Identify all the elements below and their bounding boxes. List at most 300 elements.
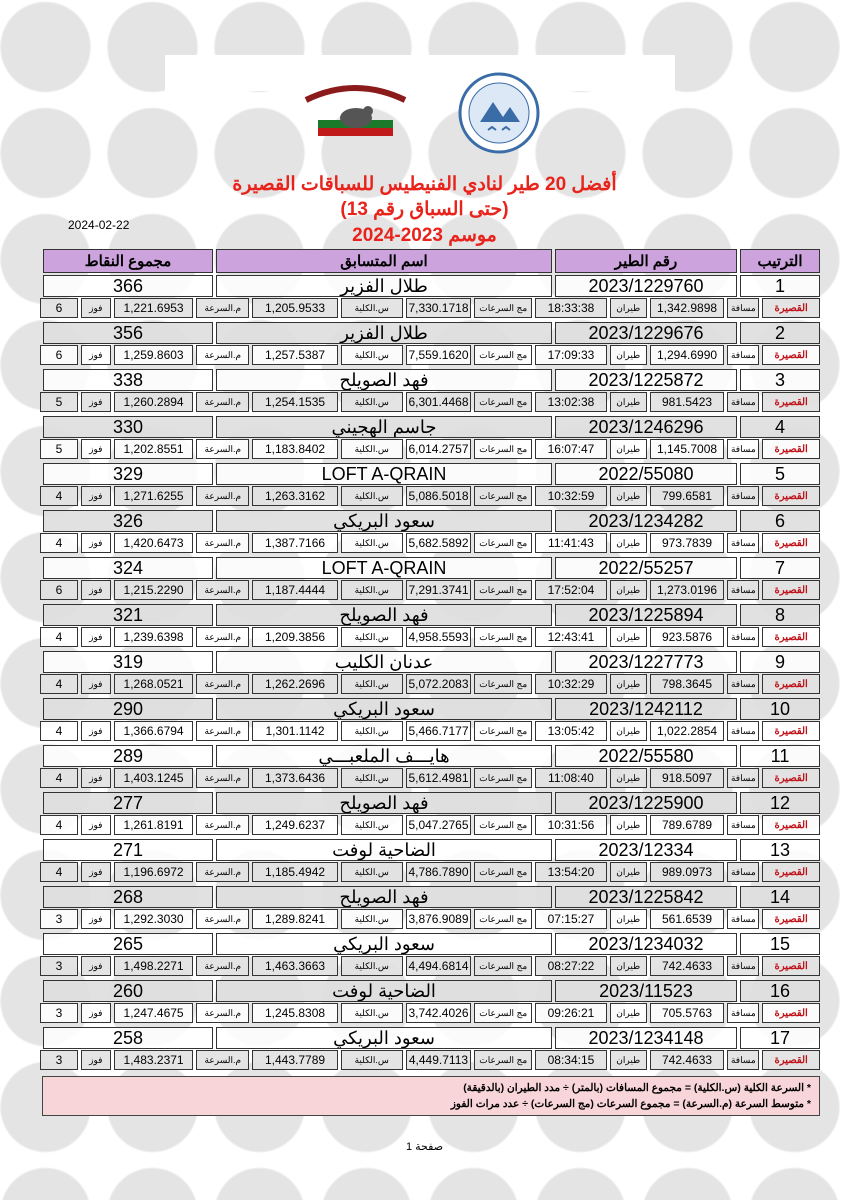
cell-speed_sum: 5,047.2765 [406,815,472,835]
cell-total_speed: 1,209.3856 [252,627,338,647]
cell-total_speed: 1,183.8402 [252,439,338,459]
cell-ring: 2023/11523 [555,980,737,1002]
cell-wins: 3 [40,909,78,929]
cell-rank: 15 [740,933,820,955]
cell-points: 319 [43,651,213,673]
cell-avg_speed: 1,261.8191 [114,815,194,835]
label-speed_sum: مج السرعات [474,768,532,788]
label-wins: فوز [81,345,111,365]
table-header [40,249,820,273]
label-distance: مسافة [727,862,759,882]
detail-row [40,627,820,647]
label-flight: طيران [610,768,647,788]
label-avg_speed: م.السرعة [196,392,249,412]
label-flight: طيران [610,674,647,694]
cell-distance: 799.6581 [650,486,725,506]
label-wins: فوز [81,1050,111,1070]
cell-points: 290 [43,698,213,720]
footer-note: * متوسط السرعة (م.السرعة) = مجموع السرعات (مج السرعات) ÷ عدد مرات الفوز [450,1098,811,1110]
cell-ring: 2023/1229760 [555,275,737,297]
label-distance: مسافة [727,768,759,788]
cell-wins: 4 [40,674,78,694]
page-number: صفحة 1 [405,1141,444,1153]
label-distance: مسافة [727,392,759,412]
label-race: القصيرة [762,721,820,741]
cell-speed_sum: 7,330.1718 [406,298,472,318]
label-speed_sum: مج السرعات [474,533,532,553]
table-row [40,886,820,908]
label-race: القصيرة [762,862,820,882]
cell-wins: 5 [40,439,78,459]
label-distance: مسافة [727,345,759,365]
label-total_speed: س.الكلية [341,815,403,835]
cell-speed_sum: 3,742.4026 [406,1003,472,1023]
cell-name: LOFT A-QRAIN [216,557,552,579]
cell-distance: 989.0973 [650,862,725,882]
label-total_speed: س.الكلية [341,298,403,318]
label-avg_speed: م.السرعة [196,345,249,365]
cell-total_speed: 1,245.8308 [252,1003,338,1023]
ranking-table [40,249,820,1074]
cell-avg_speed: 1,215.2290 [114,580,194,600]
label-speed_sum: مج السرعات [474,862,532,882]
table-row [40,463,820,485]
cell-flight: 10:32:29 [535,674,607,694]
cell-distance: 1,294.6990 [650,345,725,365]
header-points: مجموع النقاط [43,249,213,273]
cell-ring: 2023/1234282 [555,510,737,532]
cell-distance: 742.4633 [650,1050,725,1070]
label-race: القصيرة [762,627,820,647]
cell-points: 277 [43,792,213,814]
cell-name: هايـــف الملعبـــي [216,745,552,767]
cell-flight: 18:33:38 [535,298,607,318]
label-avg_speed: م.السرعة [196,721,249,741]
cell-speed_sum: 3,876.9089 [406,909,472,929]
cell-points: 330 [43,416,213,438]
cell-speed_sum: 5,682.5892 [406,533,472,553]
label-wins: فوز [81,486,111,506]
cell-rank: 6 [740,510,820,532]
label-distance: مسافة [727,298,759,318]
cell-speed_sum: 7,559.1620 [406,345,472,365]
cell-speed_sum: 7,291.3741 [406,580,472,600]
detail-row [40,298,820,318]
cell-flight: 13:54:20 [535,862,607,882]
cell-rank: 3 [740,369,820,391]
label-wins: فوز [81,674,111,694]
cell-points: 366 [43,275,213,297]
cell-ring: 2023/1225872 [555,369,737,391]
cell-points: 321 [43,604,213,626]
cell-distance: 918.5097 [650,768,725,788]
detail-row [40,956,820,976]
cell-rank: 14 [740,886,820,908]
cell-ring: 2023/1225842 [555,886,737,908]
label-wins: فوز [81,439,111,459]
table-row [40,839,820,861]
label-wins: فوز [81,298,111,318]
cell-total_speed: 1,443.7789 [252,1050,338,1070]
label-total_speed: س.الكلية [341,486,403,506]
cell-avg_speed: 1,239.6398 [114,627,194,647]
label-total_speed: س.الكلية [341,956,403,976]
label-race: القصيرة [762,1050,820,1070]
label-flight: طيران [610,298,647,318]
cell-rank: 10 [740,698,820,720]
label-flight: طيران [610,909,647,929]
cell-points: 268 [43,886,213,908]
cell-flight: 17:09:33 [535,345,607,365]
cell-distance: 1,022.2854 [650,721,725,741]
header-name: اسم المتسابق [216,249,552,273]
cell-points: 271 [43,839,213,861]
label-race: القصيرة [762,486,820,506]
label-distance: مسافة [727,909,759,929]
cell-name: طلال الفزير [216,275,552,297]
label-wins: فوز [81,956,111,976]
detail-row [40,533,820,553]
cell-wins: 6 [40,580,78,600]
label-speed_sum: مج السرعات [474,815,532,835]
label-total_speed: س.الكلية [341,1003,403,1023]
label-speed_sum: مج السرعات [474,1003,532,1023]
report-title: أفضل 20 طير لنادي الفنيطيس للسباقات القصيرة [232,174,617,195]
label-speed_sum: مج السرعات [474,721,532,741]
cell-wins: 4 [40,862,78,882]
cell-total_speed: 1,257.5387 [252,345,338,365]
cell-avg_speed: 1,366.6794 [114,721,194,741]
report-subtitle: (حتى السباق رقم 13) [340,199,509,220]
label-wins: فوز [81,392,111,412]
cell-wins: 3 [40,1003,78,1023]
cell-speed_sum: 5,086.5018 [406,486,472,506]
label-avg_speed: م.السرعة [196,674,249,694]
cell-total_speed: 1,185.4942 [252,862,338,882]
cell-distance: 923.5876 [650,627,725,647]
cell-rank: 13 [740,839,820,861]
label-distance: مسافة [727,956,759,976]
label-speed_sum: مج السرعات [474,345,532,365]
label-flight: طيران [610,345,647,365]
detail-row [40,580,820,600]
label-flight: طيران [610,1003,647,1023]
detail-row [40,345,820,365]
label-distance: مسافة [727,486,759,506]
cell-points: 265 [43,933,213,955]
label-avg_speed: م.السرعة [196,815,249,835]
cell-avg_speed: 1,483.2371 [114,1050,194,1070]
label-total_speed: س.الكلية [341,909,403,929]
cell-rank: 16 [740,980,820,1002]
label-speed_sum: مج السرعات [474,1050,532,1070]
label-total_speed: س.الكلية [341,1050,403,1070]
label-flight: طيران [610,439,647,459]
label-speed_sum: مج السرعات [474,909,532,929]
cell-distance: 973.7839 [650,533,725,553]
label-race: القصيرة [762,768,820,788]
label-distance: مسافة [727,627,759,647]
kuwait-club-logo [298,78,413,150]
label-race: القصيرة [762,956,820,976]
cell-rank: 17 [740,1027,820,1049]
label-race: القصيرة [762,533,820,553]
cell-name: فهد الصويلح [216,369,552,391]
label-total_speed: س.الكلية [341,862,403,882]
cell-flight: 11:41:43 [535,533,607,553]
cell-flight: 16:07:47 [535,439,607,459]
label-speed_sum: مج السرعات [474,627,532,647]
table-body [40,275,820,1070]
detail-row [40,439,820,459]
header-rank: الترتيب [740,249,820,273]
cell-ring: 2022/55080 [555,463,737,485]
cell-wins: 6 [40,298,78,318]
label-total_speed: س.الكلية [341,533,403,553]
table-row [40,792,820,814]
label-race: القصيرة [762,345,820,365]
label-speed_sum: مج السرعات [474,674,532,694]
label-total_speed: س.الكلية [341,580,403,600]
label-race: القصيرة [762,674,820,694]
label-total_speed: س.الكلية [341,439,403,459]
cell-speed_sum: 4,449.7113 [406,1050,472,1070]
cell-avg_speed: 1,259.8603 [114,345,194,365]
table-row [40,275,820,297]
cell-flight: 09:26:21 [535,1003,607,1023]
cell-distance: 981.5423 [650,392,725,412]
label-avg_speed: م.السرعة [196,298,249,318]
label-wins: فوز [81,627,111,647]
report-date: 2024-02-22 [68,218,130,232]
cell-name: سعود البريكي [216,698,552,720]
cell-avg_speed: 1,271.6255 [114,486,194,506]
cell-speed_sum: 5,466.7177 [406,721,472,741]
cell-wins: 4 [40,815,78,835]
cell-name: فهد الصويلح [216,886,552,908]
cell-name: عدنان الكليب [216,651,552,673]
table-row [40,980,820,1002]
cell-speed_sum: 6,301.4468 [406,392,472,412]
label-wins: فوز [81,862,111,882]
cell-name: جاسم الهجيني [216,416,552,438]
label-speed_sum: مج السرعات [474,392,532,412]
cell-ring: 2023/1242112 [555,698,737,720]
label-avg_speed: م.السرعة [196,580,249,600]
label-flight: طيران [610,862,647,882]
label-flight: طيران [610,533,647,553]
label-total_speed: س.الكلية [341,392,403,412]
cell-ring: 2023/1234148 [555,1027,737,1049]
cell-rank: 4 [740,416,820,438]
cell-points: 329 [43,463,213,485]
label-total_speed: س.الكلية [341,768,403,788]
label-flight: طيران [610,956,647,976]
label-speed_sum: مج السرعات [474,956,532,976]
cell-wins: 4 [40,721,78,741]
cell-points: 326 [43,510,213,532]
table-row [40,651,820,673]
cell-wins: 4 [40,627,78,647]
cell-name: الضاحية لوفت [216,839,552,861]
cell-points: 258 [43,1027,213,1049]
cell-distance: 705.5763 [650,1003,725,1023]
label-race: القصيرة [762,1003,820,1023]
cell-wins: 4 [40,533,78,553]
detail-row [40,768,820,788]
cell-flight: 07:15:27 [535,909,607,929]
cell-avg_speed: 1,202.8551 [114,439,194,459]
cell-ring: 2023/12334 [555,839,737,861]
cell-name: LOFT A-QRAIN [216,463,552,485]
cell-avg_speed: 1,420.6473 [114,533,194,553]
label-speed_sum: مج السرعات [474,486,532,506]
label-distance: مسافة [727,721,759,741]
cell-wins: 3 [40,956,78,976]
cell-wins: 4 [40,768,78,788]
table-row [40,604,820,626]
label-avg_speed: م.السرعة [196,862,249,882]
label-wins: فوز [81,580,111,600]
cell-avg_speed: 1,498.2271 [114,956,194,976]
detail-row [40,674,820,694]
cell-avg_speed: 1,196.6972 [114,862,194,882]
cell-points: 356 [43,322,213,344]
cell-name: سعود البريكي [216,933,552,955]
label-total_speed: س.الكلية [341,721,403,741]
cell-flight: 12:43:41 [535,627,607,647]
label-avg_speed: م.السرعة [196,909,249,929]
cell-total_speed: 1,263.3162 [252,486,338,506]
cell-ring: 2023/1227773 [555,651,737,673]
cell-distance: 798.3645 [650,674,725,694]
table-row [40,416,820,438]
label-race: القصيرة [762,815,820,835]
detail-row [40,815,820,835]
label-race: القصيرة [762,392,820,412]
cell-speed_sum: 5,072.2083 [406,674,472,694]
label-flight: طيران [610,815,647,835]
label-race: القصيرة [762,580,820,600]
table-row [40,510,820,532]
label-total_speed: س.الكلية [341,627,403,647]
cell-total_speed: 1,387.7166 [252,533,338,553]
cell-rank: 5 [740,463,820,485]
footer-notes [42,1076,820,1116]
label-avg_speed: م.السرعة [196,1003,249,1023]
cell-name: سعود البريكي [216,1027,552,1049]
label-speed_sum: مج السرعات [474,439,532,459]
label-flight: طيران [610,627,647,647]
cell-total_speed: 1,289.8241 [252,909,338,929]
cell-ring: 2023/1234032 [555,933,737,955]
label-race: القصيرة [762,439,820,459]
cell-flight: 13:05:42 [535,721,607,741]
cell-ring: 2023/1246296 [555,416,737,438]
cell-ring: 2022/55257 [555,557,737,579]
club-logo-round [458,72,540,154]
label-distance: مسافة [727,1003,759,1023]
label-total_speed: س.الكلية [341,345,403,365]
cell-total_speed: 1,373.6436 [252,768,338,788]
label-total_speed: س.الكلية [341,674,403,694]
cell-total_speed: 1,262.2696 [252,674,338,694]
cell-rank: 1 [740,275,820,297]
cell-points: 289 [43,745,213,767]
cell-flight: 13:02:38 [535,392,607,412]
cell-speed_sum: 4,958.5593 [406,627,472,647]
label-avg_speed: م.السرعة [196,486,249,506]
label-wins: فوز [81,768,111,788]
cell-rank: 2 [740,322,820,344]
detail-row [40,1050,820,1070]
detail-row [40,392,820,412]
cell-rank: 12 [740,792,820,814]
table-row [40,369,820,391]
header-ring: رقم الطير [555,249,737,273]
cell-name: الضاحية لوفت [216,980,552,1002]
label-wins: فوز [81,909,111,929]
cell-distance: 742.4633 [650,956,725,976]
cell-wins: 6 [40,345,78,365]
detail-row [40,486,820,506]
cell-distance: 561.6539 [650,909,725,929]
cell-rank: 7 [740,557,820,579]
cell-speed_sum: 6,014.2757 [406,439,472,459]
cell-flight: 17:52:04 [535,580,607,600]
cell-rank: 11 [740,745,820,767]
table-row [40,557,820,579]
detail-row [40,1003,820,1023]
label-distance: مسافة [727,439,759,459]
cell-ring: 2022/55580 [555,745,737,767]
label-flight: طيران [610,392,647,412]
label-race: القصيرة [762,298,820,318]
cell-distance: 789.6789 [650,815,725,835]
label-speed_sum: مج السرعات [474,298,532,318]
cell-flight: 08:34:15 [535,1050,607,1070]
cell-total_speed: 1,301.1142 [252,721,338,741]
label-flight: طيران [610,721,647,741]
cell-distance: 1,145.7008 [650,439,725,459]
label-wins: فوز [81,721,111,741]
cell-total_speed: 1,205.9533 [252,298,338,318]
cell-avg_speed: 1,247.4675 [114,1003,194,1023]
table-row [40,745,820,767]
label-speed_sum: مج السرعات [474,580,532,600]
label-distance: مسافة [727,815,759,835]
season-label: موسم 2023-2024 [352,225,497,246]
cell-total_speed: 1,254.1535 [252,392,338,412]
cell-avg_speed: 1,403.1245 [114,768,194,788]
label-avg_speed: م.السرعة [196,956,249,976]
table-row [40,933,820,955]
cell-name: فهد الصويلح [216,792,552,814]
cell-avg_speed: 1,292.3030 [114,909,194,929]
cell-points: 260 [43,980,213,1002]
label-flight: طيران [610,486,647,506]
blank-header-box [165,55,675,91]
cell-avg_speed: 1,268.0521 [114,674,194,694]
cell-ring: 2023/1229676 [555,322,737,344]
cell-name: سعود البريكي [216,510,552,532]
footer-note: * السرعة الكلية (س.الكلية) = مجموع المسافات (بالمتر) ÷ مدد الطيران (بالدقيقة) [463,1082,811,1094]
label-distance: مسافة [727,1050,759,1070]
cell-speed_sum: 4,494.6814 [406,956,472,976]
detail-row [40,909,820,929]
label-flight: طيران [610,1050,647,1070]
table-row [40,322,820,344]
